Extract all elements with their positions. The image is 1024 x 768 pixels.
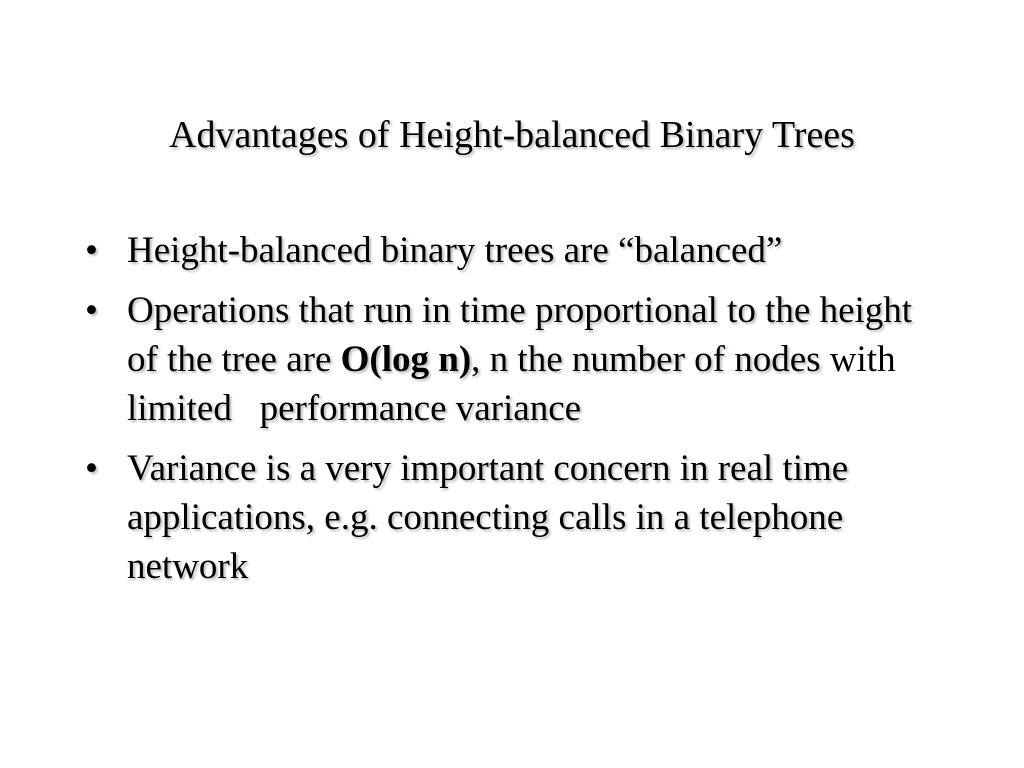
bullet-icon: • (85, 230, 98, 271)
bullet-text-part3: limited performance variance (127, 388, 582, 429)
slide-title: Advantages of Height-balanced Binary Trees (169, 114, 855, 156)
bullet-text: Height-balanced binary trees are “balanced” (127, 230, 783, 271)
bullet-icon: • (85, 448, 98, 489)
bullet-item-operations (85, 286, 945, 433)
bullet-text: Variance is a very important concern in real time applications, e.g. connecting calls in a telephone network (127, 448, 849, 587)
bullet-icon: • (85, 290, 98, 331)
bullet-text-plain: with (820, 339, 896, 380)
bullet-item-balanced (85, 226, 945, 275)
bullet-text-part1: Operations that run in time proportional to the height of the tree are (127, 290, 913, 380)
bullet-item-variance (85, 444, 945, 591)
bullet-list (85, 226, 945, 602)
complexity-text: O(log n) (340, 339, 472, 380)
bullet-text-part2: , n the number of nodes (471, 339, 821, 380)
